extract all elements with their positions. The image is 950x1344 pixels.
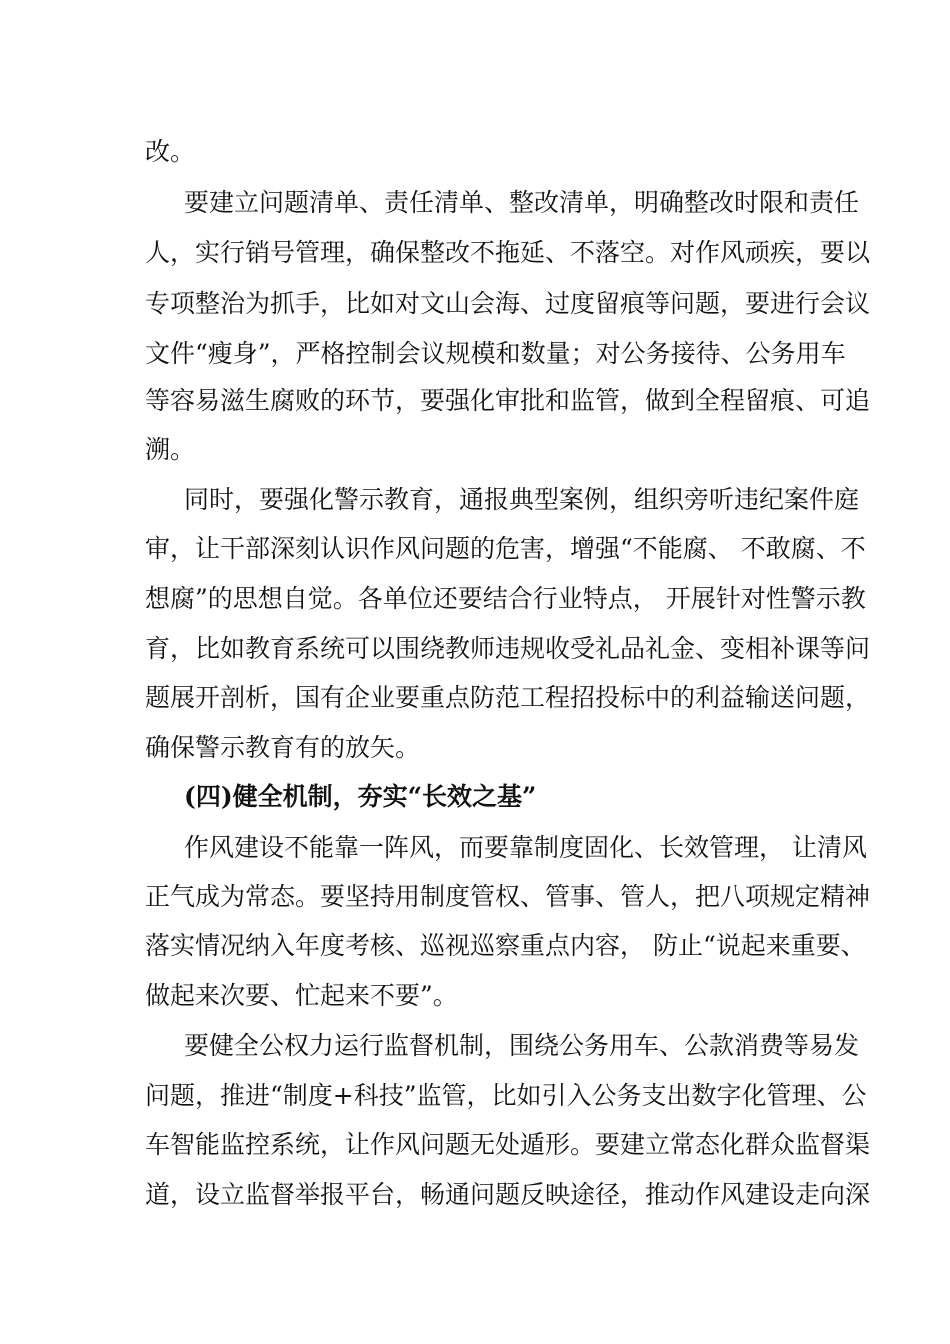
text-line: 等容易滋生腐败的环节，要强化审批和监管，做到全程留痕、可追	[145, 386, 871, 415]
text-line: 确保警示教育有的放矢。	[145, 733, 421, 762]
text-line: 同时，要强化警示教育，通报典型案例，组织旁听违纪案件庭	[184, 485, 860, 514]
text-line: 车智能监控系统，让作风问题无处遁形。要建立常态化群众监督渠	[145, 1130, 871, 1159]
section-heading: (四)健全机制，夯实“长效之基”	[184, 782, 537, 811]
text-line: 问题，推进“制度+科技”监管，比如引入公务支出数字化管理、公	[145, 1081, 867, 1110]
text-line: 正气成为常态。要坚持用制度管权、管事、管人，把八项规定精神	[145, 882, 871, 911]
text-line: 要建立问题清单、责任清单、整改清单，明确整改时限和责任	[184, 188, 860, 217]
text-line: 道，设立监督举报平台，畅通问题反映途径，推动作风建设走向深	[145, 1180, 871, 1209]
text-line: 审，让干部深刻认识作风问题的危害，增强“不能腐、 不敢腐、不	[145, 534, 866, 563]
text-line: 要健全公权力运行监督机制，围绕公务用车、公款消费等易发	[184, 1031, 860, 1060]
text-line: 专项整治为抓手，比如对文山会海、过度留痕等问题，要进行会议	[145, 289, 871, 318]
text-line: 做起来次要、忙起来不要”。	[145, 981, 458, 1010]
text-line: 作风建设不能靠一阵风，而要靠制度固化、长效管理， 让清风	[184, 833, 867, 862]
text-line: 文件“瘦身”，严格控制会议规模和数量；对公务接待、公务用车	[145, 339, 846, 368]
text-line: 题展开剖析，国有企业要重点防范工程招投标中的利益输送问题，	[145, 683, 871, 712]
text-line: 溯。	[145, 435, 196, 464]
text-line: 落实情况纳入年度考核、巡视巡察重点内容， 防止“说起来重要、	[145, 931, 866, 960]
text-line: 想腐”的思想自觉。各单位还要结合行业特点， 开展针对性警示教	[145, 584, 866, 613]
text-line: 改。	[145, 137, 196, 166]
text-line: 育，比如教育系统可以围绕教师违规收受礼品礼金、变相补课等问	[145, 634, 871, 663]
text-line: 人，实行销号管理，确保整改不拖延、不落空。对作风顽疾，要以	[145, 238, 871, 267]
